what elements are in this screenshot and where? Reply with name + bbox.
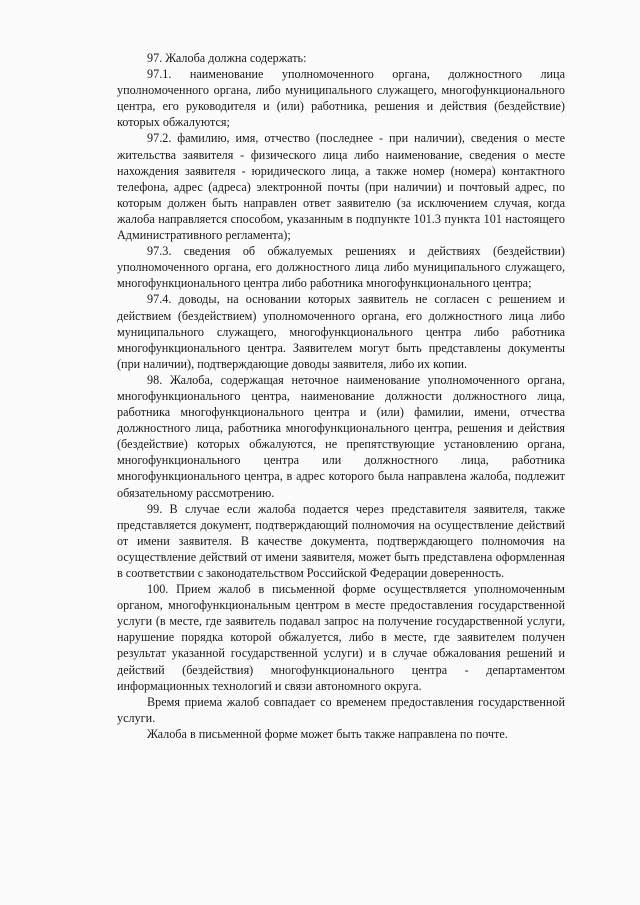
document-body	[117, 50, 565, 742]
paragraph-97-3: 97.3. сведения об обжалуемых решениях и действиях (бездействии) уполномоченного органа, его должностного лица либо муниципального служащего, многофункционального центра либо работника многофункционального центра;	[117, 244, 565, 291]
paragraph-100: 100. Прием жалоб в письменной форме осуществляется уполномоченным органом, многофункциональным центром в месте предоставления государственной услуги (в месте, где заявитель подавал запрос на получение государственной услуги, нарушение порядка которой обжалуется, либо в месте, где заявителем получен результат указанной государственной услуги) и в случае обжалования решений и действий (бездействия) многофункционального центра - департаментом информационных технологий и связи автономного округа.	[117, 582, 565, 693]
paragraph-97-1: 97.1. наименование уполномоченного органа, должностного лица уполномоченного органа, либо муниципального служащего, многофункционального центра, его руководителя и (или) работника, решения и действия (бездействие) которых обжалуются;	[117, 67, 565, 130]
paragraph-97-4: 97.4. доводы, на основании которых заявитель не согласен с решением и действием (бездействием) уполномоченного органа, его должностного лица либо муниципального служащего, многофункционального центра либо работника многофункционального центра. Заявителем могут быть представлены документы (при наличии), подтверждающие доводы заявителя, либо их копии.	[117, 292, 565, 371]
paragraph-reception-time: Время приема жалоб совпадает со временем предоставления государственной услуги.	[117, 694, 565, 725]
paragraph-99: 99. В случае если жалоба подается через представителя заявителя, также представляется документ, подтверждающий полномочия на осуществление действий от имени заявителя. В качестве документа, подтверждающего полномочия на осуществление действий от имени заявителя, может быть представлена оформленная в соответствии с законодательством Российской Федерации доверенность.	[117, 501, 565, 580]
paragraph-97: 97. Жалоба должна содержать:	[147, 51, 307, 65]
paragraph-postal: Жалоба в письменной форме может быть также направлена по почте.	[147, 726, 508, 741]
paragraph-97-2: 97.2. фамилию, имя, отчество (последнее - при наличии), сведения о месте жительства заявителя - физического лица либо наименование, сведения о месте нахождения заявителя - юридического лица, а также номер (номера) контактного телефона, адрес (адреса) электронной почты (при наличии) и почтовый адрес, по которым должен быть направлен ответ заявителю (за исключением случая, когда жалоба направляется способом, указанным в подпункте 101.3 пункта 101 настоящего Административного регламента);	[117, 131, 565, 243]
paragraph-98: 98. Жалоба, содержащая неточное наименование уполномоченного органа, многофункционального центра, наименование должности должностного лица, работника многофункционального центра и (или) фамилии, имени, отчества должностного лица, работника многофункционального центра, решения и действия (бездействие) которых обжалуются, не препятствующие установлению органа, многофункционального центра или должностного лица, работника многофункционального центра, в адрес которого была направлена жалоба, подлежит обязательному рассмотрению.	[117, 372, 565, 500]
